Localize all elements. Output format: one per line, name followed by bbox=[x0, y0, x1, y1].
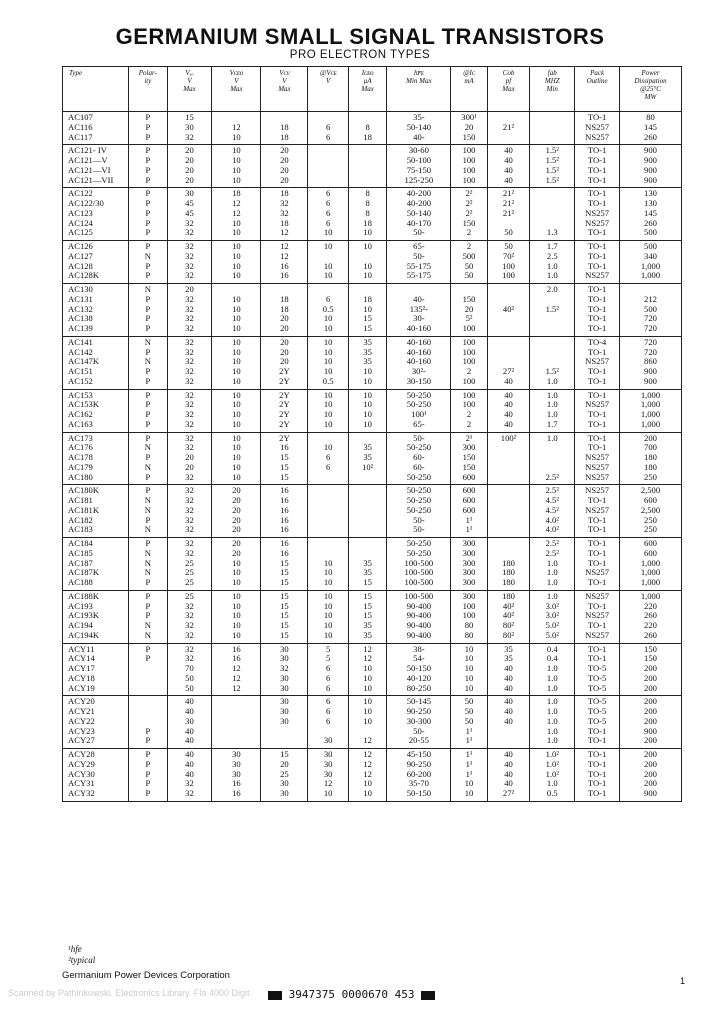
cell-power: 600 600 1,000 1,000 1,000 bbox=[619, 538, 681, 591]
cell-cob: 40 40 40 40 bbox=[487, 389, 530, 432]
cell-power: 500 340 1,000 1,000 bbox=[619, 241, 681, 284]
cell-cob: 100² bbox=[487, 432, 530, 485]
cell-vcv: 30 30 30 bbox=[261, 696, 308, 749]
cell-at-ic: 150 20 5² 100 bbox=[451, 284, 487, 337]
cell-hfe: 30-60 50-100 75-150 125-250 bbox=[387, 145, 451, 188]
cell-type: AC130 AC131 AC132 AC138 AC139 bbox=[63, 284, 129, 337]
cell-iceo: 35 35 10² bbox=[348, 432, 386, 485]
cell-vcv: 15 20 25 30 30 bbox=[261, 749, 308, 802]
cell-vceo: 20 20 10 10 10 bbox=[212, 538, 261, 591]
cell-vcbo: 32 32 70 50 50 bbox=[167, 643, 212, 696]
cell-fab: 1.5² 1.0 bbox=[530, 336, 575, 389]
cell-at-ic: 100 100 100 2 100 bbox=[451, 336, 487, 389]
cell-iceo: 10 10 10 10 bbox=[348, 389, 386, 432]
cell-vcbo: 32 32 32 32 32 bbox=[167, 336, 212, 389]
cell-iceo: 12 12 12 10 10 bbox=[348, 749, 386, 802]
cell-type: AC126 AC127 AC128 AC128K bbox=[63, 241, 129, 284]
table-row-group bbox=[63, 485, 682, 538]
company-name: Germanium Power Devices Corporation bbox=[62, 970, 230, 981]
cell-iceo: 8 8 8 18 10 bbox=[348, 188, 386, 241]
cell-at-ic: 300 100 100 80 80 bbox=[451, 590, 487, 643]
cell-hfe: 50-250 50-250 50-250 50- 50- bbox=[387, 485, 451, 538]
table-row-group bbox=[63, 538, 682, 591]
cell-hfe: 50- 50-250 60- 60- 50-250 bbox=[387, 432, 451, 485]
cell-fab: 1.0² 1.0² 1.0² 1.0 0.5 bbox=[530, 749, 575, 802]
cell-at-vce bbox=[308, 145, 349, 188]
cell-package: TO-1 TO-1 TO-1 NS257 bbox=[575, 241, 620, 284]
cell-iceo: 35 35 15 bbox=[348, 538, 386, 591]
cell-vcbo: 40 40 40 32 32 bbox=[167, 749, 212, 802]
table-row-group bbox=[63, 188, 682, 241]
cell-vcv: 16 16 15 15 15 bbox=[261, 538, 308, 591]
barcode bbox=[268, 988, 435, 1001]
cell-hfe: 45-150 90-250 60-200 35-70 50-150 bbox=[387, 749, 451, 802]
cell-vcv: 12 12 16 16 bbox=[261, 241, 308, 284]
cell-iceo: 35 35 35 10 10 bbox=[348, 336, 386, 389]
table-row-group bbox=[63, 389, 682, 432]
cell-hfe: 38- 54- 50-150 40-120 80-250 bbox=[387, 643, 451, 696]
cell-package: TO-1 NS257 TO-1 TO-1 bbox=[575, 389, 620, 432]
cell-vceo: 18 12 12 10 10 bbox=[212, 188, 261, 241]
cell-polarity: P N N N P bbox=[129, 538, 167, 591]
cell-at-vce: 10 10 10 10 10 bbox=[308, 590, 349, 643]
cell-vcv: 2Y 2Y 2Y 2Y bbox=[261, 389, 308, 432]
col-header-polarity: Polar- ity bbox=[129, 67, 167, 112]
cell-fab: 1.0 2.5² bbox=[530, 432, 575, 485]
cell-power: 200 200 200 200 900 bbox=[619, 749, 681, 802]
cell-fab: 1.0 1.0 1.0 1.0 1.0 bbox=[530, 696, 575, 749]
cell-hfe: 100-500 90-400 90-400 90-400 90-400 bbox=[387, 590, 451, 643]
cell-package: NS257 TO-1 NS257 TO-1 TO-1 bbox=[575, 485, 620, 538]
cell-iceo: 12 12 10 10 10 bbox=[348, 643, 386, 696]
cell-package: TO-1 TO-1 TO-1 TO-1 TO-1 bbox=[575, 284, 620, 337]
cell-fab: 2.5² 2.5² 1.0 1.0 1.0 bbox=[530, 538, 575, 591]
cell-fab: 1.0 1.0 1.0 1.7 bbox=[530, 389, 575, 432]
cell-type: ACY28 ACY29 ACY30 ACY31 ACY32 bbox=[63, 749, 129, 802]
cell-vcv: 20 20 20 2Y 2Y bbox=[261, 336, 308, 389]
page-subtitle: PRO ELECTRON TYPES bbox=[289, 49, 431, 61]
cell-polarity: P P P N N bbox=[129, 590, 167, 643]
col-header-type: Type bbox=[63, 67, 129, 112]
cell-package: TO-1 TO-1 NS257 NS257 NS257 bbox=[575, 432, 620, 485]
cell-vcbo: 30 45 45 32 32 bbox=[167, 188, 212, 241]
cell-vcbo: 20 20 20 20 bbox=[167, 145, 212, 188]
cell-at-vce bbox=[308, 485, 349, 538]
cell-hfe: 40-200 40-200 50-140 40-170 50- bbox=[387, 188, 451, 241]
cell-vceo: 12 10 bbox=[212, 112, 261, 145]
cell-power: 200 700 180 180 250 bbox=[619, 432, 681, 485]
table-row-group bbox=[63, 284, 682, 337]
cell-vcv: 18 18 bbox=[261, 112, 308, 145]
cell-hfe: 50-250 50-250 100¹ 65- bbox=[387, 389, 451, 432]
cell-at-ic: 2² 2² 2² 150 2 bbox=[451, 188, 487, 241]
cell-type: AC173 AC176 AC178 AC179 AC180 bbox=[63, 432, 129, 485]
table-row-group bbox=[63, 241, 682, 284]
cell-at-ic: 100 100 100 100 bbox=[451, 145, 487, 188]
cell-polarity: P P P bbox=[129, 112, 167, 145]
cell-type: AC122 AC122/30 AC123 AC124 AC125 bbox=[63, 188, 129, 241]
cell-cob: 35 35 40 40 40 bbox=[487, 643, 530, 696]
cell-iceo: 15 15 15 35 35 bbox=[348, 590, 386, 643]
barcode-text: 3947375 0000670 453 bbox=[288, 988, 415, 1001]
cell-package: TO-1 TO-1 TO-1 TO-1 TO-1 bbox=[575, 749, 620, 802]
col-header-iceo: Iᴄᴇᴏ μA Max bbox=[348, 67, 386, 112]
cell-polarity: P P P P bbox=[129, 145, 167, 188]
cell-package: TO-1 NS257 NS257 bbox=[575, 112, 620, 145]
col-header-vcv: Vᴄᴠ V Max bbox=[261, 67, 308, 112]
cell-polarity: P N P P bbox=[129, 241, 167, 284]
col-header-at-ic: @Iᴄ mA bbox=[451, 67, 487, 112]
cell-at-ic: 100 100 2 2 bbox=[451, 389, 487, 432]
cell-at-vce: 10 10 10 bbox=[308, 538, 349, 591]
cell-at-vce: 5 5 6 6 6 bbox=[308, 643, 349, 696]
cell-type: AC153 AC153K AC162 AC163 bbox=[63, 389, 129, 432]
cell-power: 200 200 200 900 200 bbox=[619, 696, 681, 749]
cell-vceo: 10 10 10 10 bbox=[212, 241, 261, 284]
cell-package: TO-1 TO-1 TO-5 TO-5 TO-5 bbox=[575, 643, 620, 696]
barcode-block-icon bbox=[268, 991, 282, 1000]
col-header-at-vce: @Vᴄᴇ V bbox=[308, 67, 349, 112]
cell-polarity: P P P P bbox=[129, 389, 167, 432]
cell-polarity: P N P N P bbox=[129, 432, 167, 485]
cell-type: ACY11 ACY14 ACY17 ACY18 ACY19 bbox=[63, 643, 129, 696]
col-header-fab: fab MHZ Min bbox=[530, 67, 575, 112]
cell-vcbo: 20 32 32 32 32 bbox=[167, 284, 212, 337]
cell-at-vce: 6 6 6 6 10 bbox=[308, 188, 349, 241]
col-header-power: Power Dissipation @25°C MW bbox=[619, 67, 681, 112]
cell-cob: 40 40 40 40 bbox=[487, 145, 530, 188]
table-row-group bbox=[63, 643, 682, 696]
cell-iceo: 8 18 bbox=[348, 112, 386, 145]
cell-vcv: 18 18 20 20 bbox=[261, 284, 308, 337]
cell-power: 80 145 260 bbox=[619, 112, 681, 145]
cell-type: AC107 AC116 AC117 bbox=[63, 112, 129, 145]
cell-iceo: 10 10 10 bbox=[348, 241, 386, 284]
cell-vcbo: 32 32 25 25 25 bbox=[167, 538, 212, 591]
cell-vcv: 30 30 32 30 30 bbox=[261, 643, 308, 696]
cell-fab: 1.3 bbox=[530, 188, 575, 241]
cell-polarity: P P P P P bbox=[129, 749, 167, 802]
cell-vceo: 10 10 10 10 bbox=[212, 389, 261, 432]
cell-power: 1,000 220 260 220 260 bbox=[619, 590, 681, 643]
cell-package: TO-5 TO-5 TO-5 TO-1 TO-1 bbox=[575, 696, 620, 749]
cell-vcv: 18 32 32 18 12 bbox=[261, 188, 308, 241]
cell-cob: 21² bbox=[487, 112, 530, 145]
cell-at-vce: 30 30 30 12 10 bbox=[308, 749, 349, 802]
table-row-group bbox=[63, 749, 682, 802]
cell-package: TO-1 TO-1 TO-1 TO-1 bbox=[575, 145, 620, 188]
cell-at-vce: 10 10 10 10 bbox=[308, 389, 349, 432]
barcode-block-icon bbox=[421, 991, 435, 1000]
cell-cob: 21² 21² 21² 50 bbox=[487, 188, 530, 241]
table-row-group bbox=[63, 590, 682, 643]
cell-fab: 2.0 1.5² bbox=[530, 284, 575, 337]
cell-cob: 180 180 180 bbox=[487, 538, 530, 591]
cell-at-vce: 10 6 6 bbox=[308, 432, 349, 485]
cell-cob: 40 40 40 40 27² bbox=[487, 749, 530, 802]
cell-polarity: N P P P P bbox=[129, 284, 167, 337]
table-row-group bbox=[63, 336, 682, 389]
cell-cob: 40 40 40 bbox=[487, 696, 530, 749]
cell-package: TO-4 TO-1 NS257 TO-1 TO-1 bbox=[575, 336, 620, 389]
cell-cob: 27² 40 bbox=[487, 336, 530, 389]
cell-at-ic: 10 10 10 10 10 bbox=[451, 643, 487, 696]
cell-vceo: 16 16 12 12 12 bbox=[212, 643, 261, 696]
col-header-vceo: Vᴄᴇᴏ V Max bbox=[212, 67, 261, 112]
cell-vceo: 10 10 10 10 10 bbox=[212, 336, 261, 389]
cell-hfe: 40-160 40-160 40-160 30²- 30-150 bbox=[387, 336, 451, 389]
cell-vceo: 10 10 10 10 10 bbox=[212, 432, 261, 485]
cell-type: AC180K AC181 AC181K AC182 AC183 bbox=[63, 485, 129, 538]
col-header-vcbo: Vₓₒ V Max bbox=[167, 67, 212, 112]
cell-vceo: 10 10 10 10 bbox=[212, 284, 261, 337]
cell-power: 150 150 200 200 200 bbox=[619, 643, 681, 696]
cell-hfe: 65- 50- 55-175 55-175 bbox=[387, 241, 451, 284]
cell-type: ACY20 ACY21 ACY22 ACY23 ACY27 bbox=[63, 696, 129, 749]
cell-polarity: P P bbox=[129, 696, 167, 749]
cell-hfe: 50-250 50-250 100-500 100-500 100-500 bbox=[387, 538, 451, 591]
cell-at-vce: 10 10 10 bbox=[308, 241, 349, 284]
cell-hfe: 40- 135²- 30- 40-160 bbox=[387, 284, 451, 337]
cell-vceo: 10 10 10 10 bbox=[212, 145, 261, 188]
cell-vceo bbox=[212, 696, 261, 749]
cell-polarity: N P N P P bbox=[129, 336, 167, 389]
cell-iceo: 10 10 10 12 bbox=[348, 696, 386, 749]
cell-fab: 1.0 3.0² 3.0² 5.0² 5.0² bbox=[530, 590, 575, 643]
cell-power: 130 130 145 260 500 bbox=[619, 188, 681, 241]
cell-at-ic: 50 50 50 1¹ 1¹ bbox=[451, 696, 487, 749]
cell-vceo: 30 30 30 16 16 bbox=[212, 749, 261, 802]
cell-hfe: 50-145 90-250 30-300 50- 20-55 bbox=[387, 696, 451, 749]
transistor-table bbox=[62, 66, 682, 802]
col-header-hfe: hꜰᴇ Min Max bbox=[387, 67, 451, 112]
cell-cob: 180 40² 40² 80² 80² bbox=[487, 590, 530, 643]
cell-vcbo: 15 30 32 bbox=[167, 112, 212, 145]
cell-vcbo: 32 32 32 32 bbox=[167, 389, 212, 432]
cell-at-ic: 2 500 50 50 bbox=[451, 241, 487, 284]
cell-at-vce: 6 6 bbox=[308, 112, 349, 145]
cell-hfe: 35- 50-140 40- bbox=[387, 112, 451, 145]
footnote-hfe: ¹hfe bbox=[68, 944, 82, 954]
cell-at-ic: 300 300 300 300 300 bbox=[451, 538, 487, 591]
cell-package: NS257 TO-1 NS257 TO-1 NS257 bbox=[575, 590, 620, 643]
table-header-row bbox=[63, 67, 682, 112]
cell-vcv: 2Y 16 15 15 15 bbox=[261, 432, 308, 485]
col-header-cob: Cob pf Max bbox=[487, 67, 530, 112]
cell-polarity: P P bbox=[129, 643, 167, 696]
cell-at-vce: 6 6 6 30 bbox=[308, 696, 349, 749]
cell-power: 720 720 860 900 900 bbox=[619, 336, 681, 389]
cell-fab: 0.4 0.4 1.0 1.0 1.0 bbox=[530, 643, 575, 696]
footnote-typical: ²typical bbox=[68, 955, 96, 965]
cell-vceo: 10 10 10 10 10 bbox=[212, 590, 261, 643]
cell-vcbo: 40 40 30 40 40 bbox=[167, 696, 212, 749]
cell-vcbo: 32 32 32 32 bbox=[167, 241, 212, 284]
cell-at-vce: 10 10 10 10 0.5 bbox=[308, 336, 349, 389]
cell-power: 2,500 600 2,500 250 250 bbox=[619, 485, 681, 538]
cell-type: AC121- IV AC121—V AC121—VI AC121—VII bbox=[63, 145, 129, 188]
scan-watermark: Scanned by Pathinkowski. Electronics Library. Fla 4000 Digit bbox=[8, 988, 250, 998]
page-title: GERMANIUM SMALL SIGNAL TRANSISTORS bbox=[115, 24, 605, 49]
cell-iceo bbox=[348, 145, 386, 188]
cell-power: 1,000 1,000 1,000 1,000 bbox=[619, 389, 681, 432]
cell-vcv: 15 15 15 15 15 bbox=[261, 590, 308, 643]
cell-vcv: 20 20 20 20 bbox=[261, 145, 308, 188]
col-header-package: Pack Outline bbox=[575, 67, 620, 112]
cell-cob: 40² bbox=[487, 284, 530, 337]
cell-at-vce: 6 0.5 10 10 bbox=[308, 284, 349, 337]
cell-at-ic: 2¹ 300 150 150 600 bbox=[451, 432, 487, 485]
cell-polarity: P N N P N bbox=[129, 485, 167, 538]
cell-fab: 2.5² 4.5² 4.5² 4.0² 4.0² bbox=[530, 485, 575, 538]
cell-at-ic: 300¹ 20 150 bbox=[451, 112, 487, 145]
cell-cob bbox=[487, 485, 530, 538]
cell-fab bbox=[530, 112, 575, 145]
cell-cob: 50 70² 100 100 bbox=[487, 241, 530, 284]
cell-package: TO-1 TO-1 NS257 NS257 TO-1 bbox=[575, 188, 620, 241]
table-row-group bbox=[63, 145, 682, 188]
cell-at-ic: 600 600 600 1¹ 1¹ bbox=[451, 485, 487, 538]
cell-package: TO-1 TO-1 TO-1 NS257 TO-1 bbox=[575, 538, 620, 591]
cell-power: 212 500 720 720 bbox=[619, 284, 681, 337]
cell-type: AC188K AC193 AC193K AC194 AC194K bbox=[63, 590, 129, 643]
page-number: 1 bbox=[680, 976, 686, 986]
cell-type: AC141 AC142 AC147K AC151 AC152 bbox=[63, 336, 129, 389]
cell-iceo: 18 10 15 15 bbox=[348, 284, 386, 337]
cell-fab: 1.7 2.5 1.0 1.0 bbox=[530, 241, 575, 284]
cell-at-ic: 1¹ 1¹ 1¹ 10 10 bbox=[451, 749, 487, 802]
cell-type: AC184 AC185 AC187 AC187K AC188 bbox=[63, 538, 129, 591]
cell-vcbo: 25 32 32 32 32 bbox=[167, 590, 212, 643]
cell-power: 900 900 900 900 bbox=[619, 145, 681, 188]
cell-polarity: P P P P P bbox=[129, 188, 167, 241]
cell-vcbo: 32 32 32 32 32 bbox=[167, 485, 212, 538]
table-row-group bbox=[63, 696, 682, 749]
cell-vcbo: 32 32 20 20 32 bbox=[167, 432, 212, 485]
cell-iceo bbox=[348, 485, 386, 538]
cell-fab: 1.5² 1.5² 1.5² 1.5² bbox=[530, 145, 575, 188]
cell-vcv: 16 16 16 16 16 bbox=[261, 485, 308, 538]
cell-vceo: 20 20 20 20 20 bbox=[212, 485, 261, 538]
table-row-group bbox=[63, 112, 682, 145]
table-row-group bbox=[63, 432, 682, 485]
